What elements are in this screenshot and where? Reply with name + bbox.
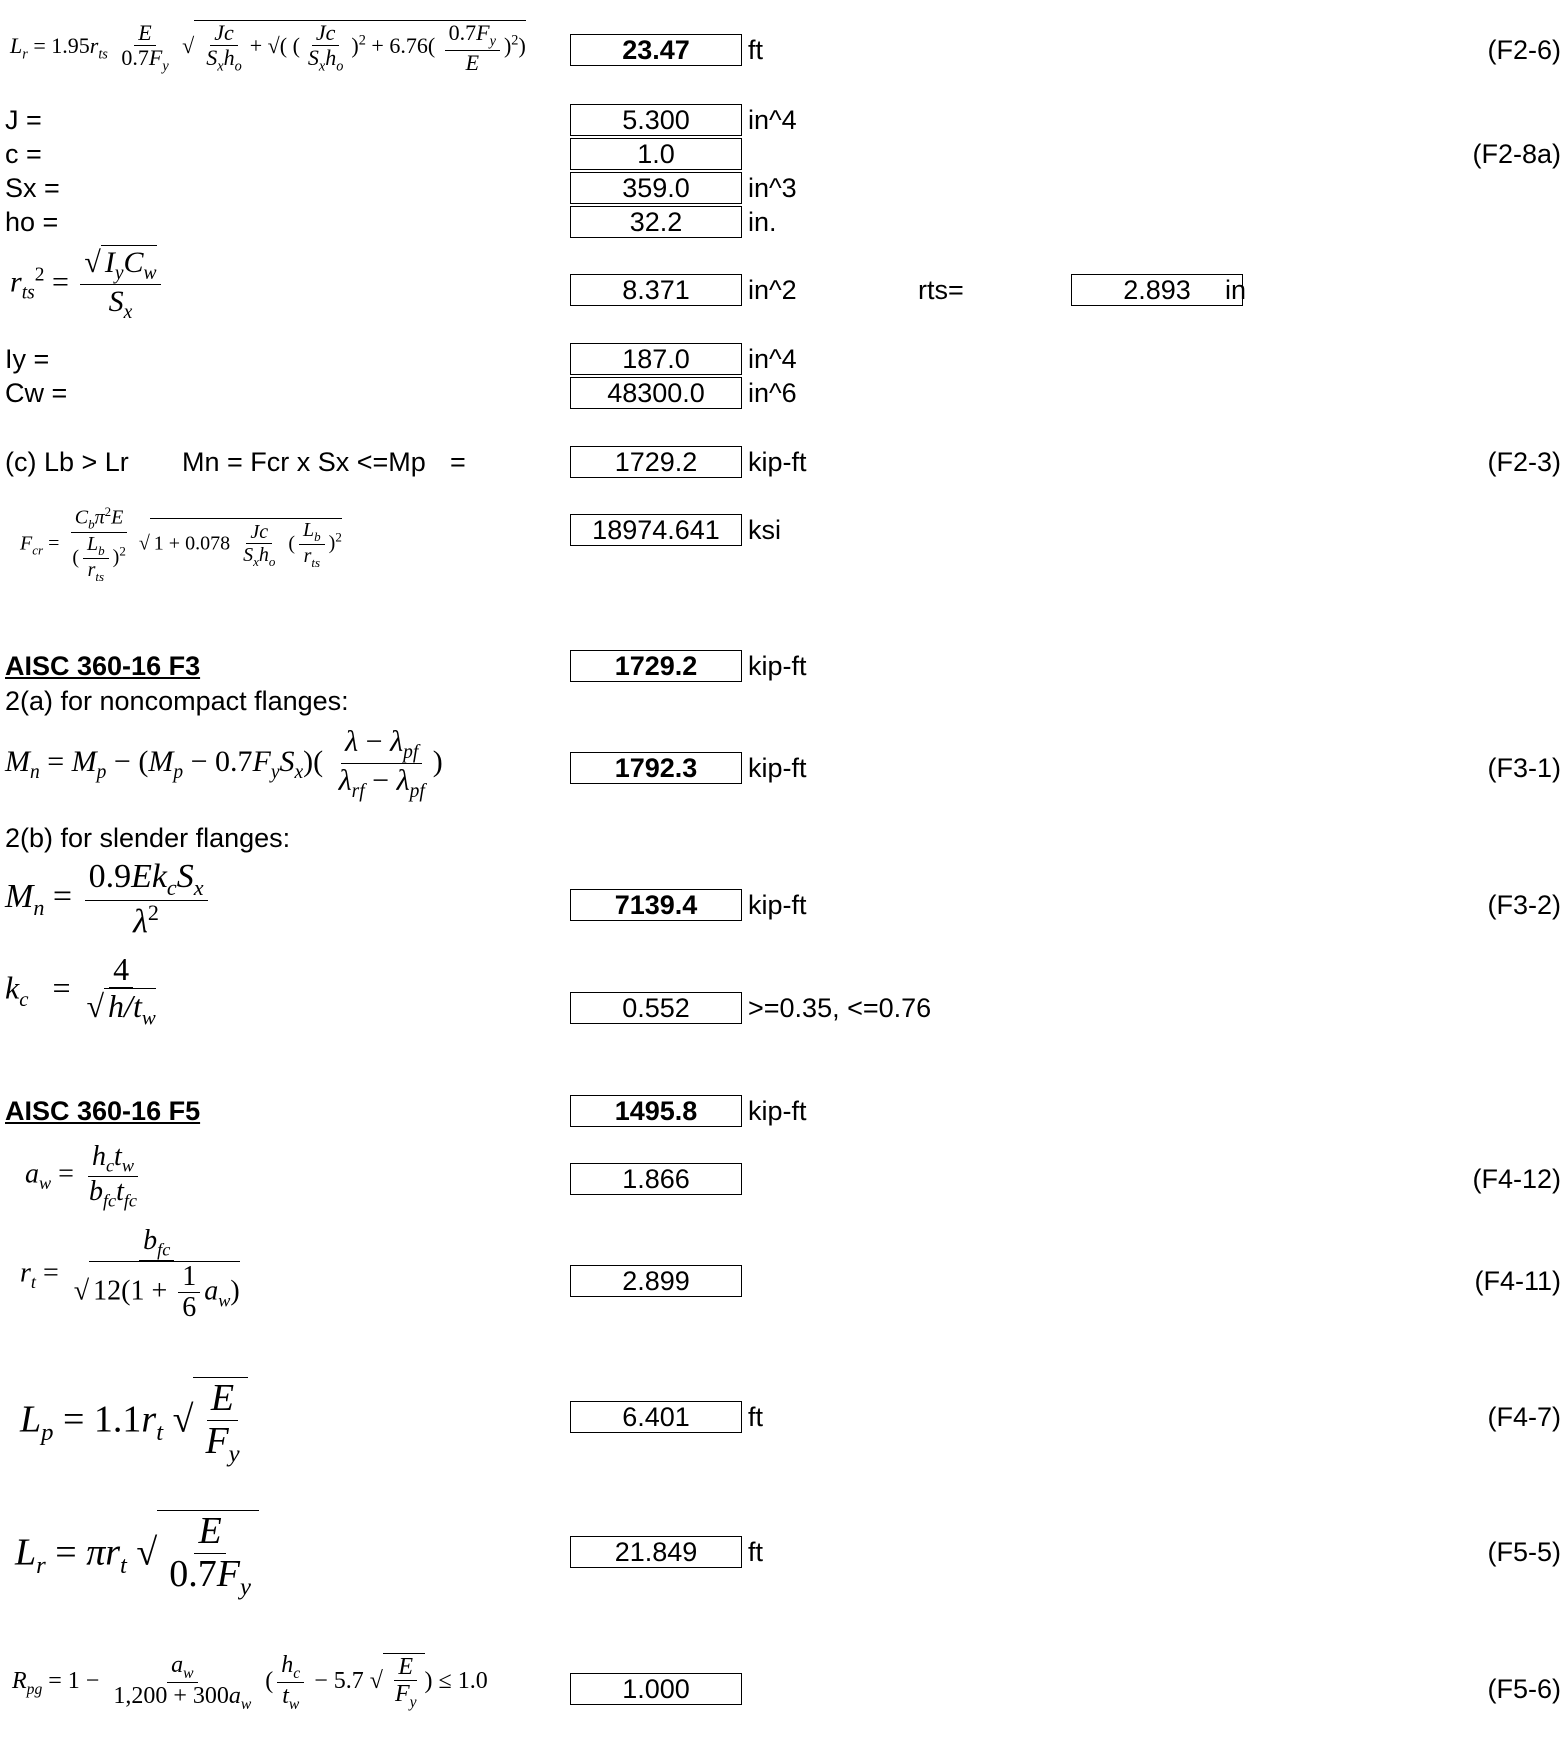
lp-equation: $L_p = 1.1r_t$ √ $\frac{E}{F_y}$ — [20, 1377, 248, 1468]
fcr-equation: $F_{cr}$ = $C_b\pi^2E$ ( $\frac{L_b}{r_{ts}}$ )$^2$ √ 1 + 0.078 $\frac{Jc}{S_xh_o}$ ( $\frac{L_b}{r_{ts}}$ )$^2$ — [20, 504, 342, 585]
rts2-value[interactable]: 8.371 — [570, 274, 742, 306]
c-label: c = — [5, 139, 42, 169]
aw-value[interactable]: 1.866 — [570, 1163, 742, 1195]
rt-equation: $r_t$ = $b_{fc}$ √ 12(1 + $\frac{1}{6}$ $a_w$) — [20, 1225, 240, 1324]
lr-f55-unit: ft — [748, 1537, 764, 1567]
sx-value[interactable]: 359.0 — [570, 172, 742, 204]
iy-label: Iy = — [5, 344, 50, 374]
lr-f55-ref: (F5-5) — [1487, 1537, 1561, 1567]
j-label: J = — [5, 105, 42, 135]
slender-label: 2(b) for slender flanges: — [5, 823, 291, 853]
lp-value[interactable]: 6.401 — [570, 1401, 742, 1433]
f3-unit: kip-ft — [748, 651, 807, 681]
kc-equation: $k_c$ = $\frac{4}{√ h/t_w}$ — [5, 951, 156, 1030]
rpg-ref: (F5-6) — [1487, 1674, 1561, 1704]
lp-ref: (F4-7) — [1487, 1402, 1561, 1432]
sx-label: Sx = — [5, 173, 60, 203]
fcr-value[interactable]: 18974.641 — [570, 514, 742, 546]
rpg-value[interactable]: 1.000 — [570, 1673, 742, 1705]
iy-value[interactable]: 187.0 — [570, 343, 742, 375]
f3-heading: AISC 360-16 F3 — [5, 651, 201, 681]
ho-unit: in. — [748, 207, 777, 237]
sx-unit: in^3 — [748, 173, 797, 203]
rts2-equation: $r_{ts}^2$ = $\frac{√ I_yC_w}{S_x}$ — [10, 245, 165, 324]
case-c-label: (c) Lb > Lr — [5, 447, 129, 477]
lr-f26-unit: ft — [748, 35, 764, 65]
rt-ref: (F4-11) — [1474, 1266, 1561, 1296]
mn-f31-value[interactable]: 1792.3 — [570, 752, 742, 784]
mn-f31-unit: kip-ft — [748, 753, 807, 783]
mn-f32-value[interactable]: 7139.4 — [570, 889, 742, 921]
mn-f32-ref: (F3-2) — [1487, 890, 1561, 920]
mn-f31-equation: $M_n = M_p - (M_p - 0.7F_yS_x)$( $\frac{\lambda - \lambda_{pf}}{\lambda_{rf} - \lambda_{pf}}$ ) — [5, 725, 443, 803]
kc-value[interactable]: 0.552 — [570, 992, 742, 1024]
mn-f32-unit: kip-ft — [748, 890, 807, 920]
rts-value[interactable]: 2.893 — [1071, 274, 1243, 306]
rts-label: rts= — [918, 275, 964, 305]
aw-equation: $a_w$ = $\frac{h_ct_w}{b_{fc}t_{fc}}$ — [25, 1141, 137, 1211]
rpg-equation: $R_{pg} = 1$ − $\frac{a_w}{1,200 + 300a_w}$ ( $\frac{h_c}{t_w}$ − 5.7 √ $\frac{E}{F_y}$ ) ≤ 1.0 — [12, 1652, 488, 1713]
mn-f32-equation: $M_n$ = $\frac{0.9Ek_cS_x}{\lambda^2}$ — [5, 858, 212, 941]
aw-ref: (F4-12) — [1472, 1164, 1561, 1194]
cw-label: Cw = — [5, 378, 68, 408]
ho-value[interactable]: 32.2 — [570, 206, 742, 238]
case-c-unit: kip-ft — [748, 447, 807, 477]
case-c-equals: = — [450, 447, 466, 477]
c-value[interactable]: 1.0 — [570, 138, 742, 170]
f5-heading: AISC 360-16 F5 — [5, 1096, 201, 1126]
fcr-unit: ksi — [748, 515, 781, 545]
f5-value[interactable]: 1495.8 — [570, 1095, 742, 1127]
j-value[interactable]: 5.300 — [570, 104, 742, 136]
f3-value[interactable]: 1729.2 — [570, 650, 742, 682]
iy-unit: in^4 — [748, 344, 797, 374]
noncompact-label: 2(a) for noncompact flanges: — [5, 686, 349, 716]
cw-unit: in^6 — [748, 378, 797, 408]
ho-label: ho = — [5, 207, 59, 237]
kc-note: >=0.35, <=0.76 — [748, 993, 932, 1023]
rts-unit: in — [1225, 275, 1247, 305]
case-c-value[interactable]: 1729.2 — [570, 446, 742, 478]
case-c-formula: Mn = Fcr x Sx <=Mp — [182, 447, 426, 477]
f5-unit: kip-ft — [748, 1096, 807, 1126]
lr-f26-equation: $L_r = 1.95r_{ts}$ $\frac{E}{0.7F_y}$ √ $\frac{Jc}{S_xh_o}$ + √( ( $\frac{Jc}{S_xh_o}$ )$^2$ + 6.76( $\frac{0.7F_y}{E}$ )$^2$) — [10, 20, 526, 76]
rt-value[interactable]: 2.899 — [570, 1265, 742, 1297]
rts2-unit: in^2 — [748, 275, 797, 305]
cw-value[interactable]: 48300.0 — [570, 377, 742, 409]
mn-f31-ref: (F3-1) — [1487, 753, 1561, 783]
case-c-ref: (F2-3) — [1487, 447, 1561, 477]
j-unit: in^4 — [748, 105, 797, 135]
lr-f55-value[interactable]: 21.849 — [570, 1536, 742, 1568]
lr-f26-value[interactable]: 23.47 — [570, 34, 742, 66]
c-ref: (F2-8a) — [1472, 139, 1561, 169]
lr-f26-ref: (F2-6) — [1487, 35, 1561, 65]
lp-unit: ft — [748, 1402, 764, 1432]
lr-f55-equation: $L_r = \pi r_t$ √ $\frac{E}{0.7F_y}$ — [15, 1510, 259, 1601]
